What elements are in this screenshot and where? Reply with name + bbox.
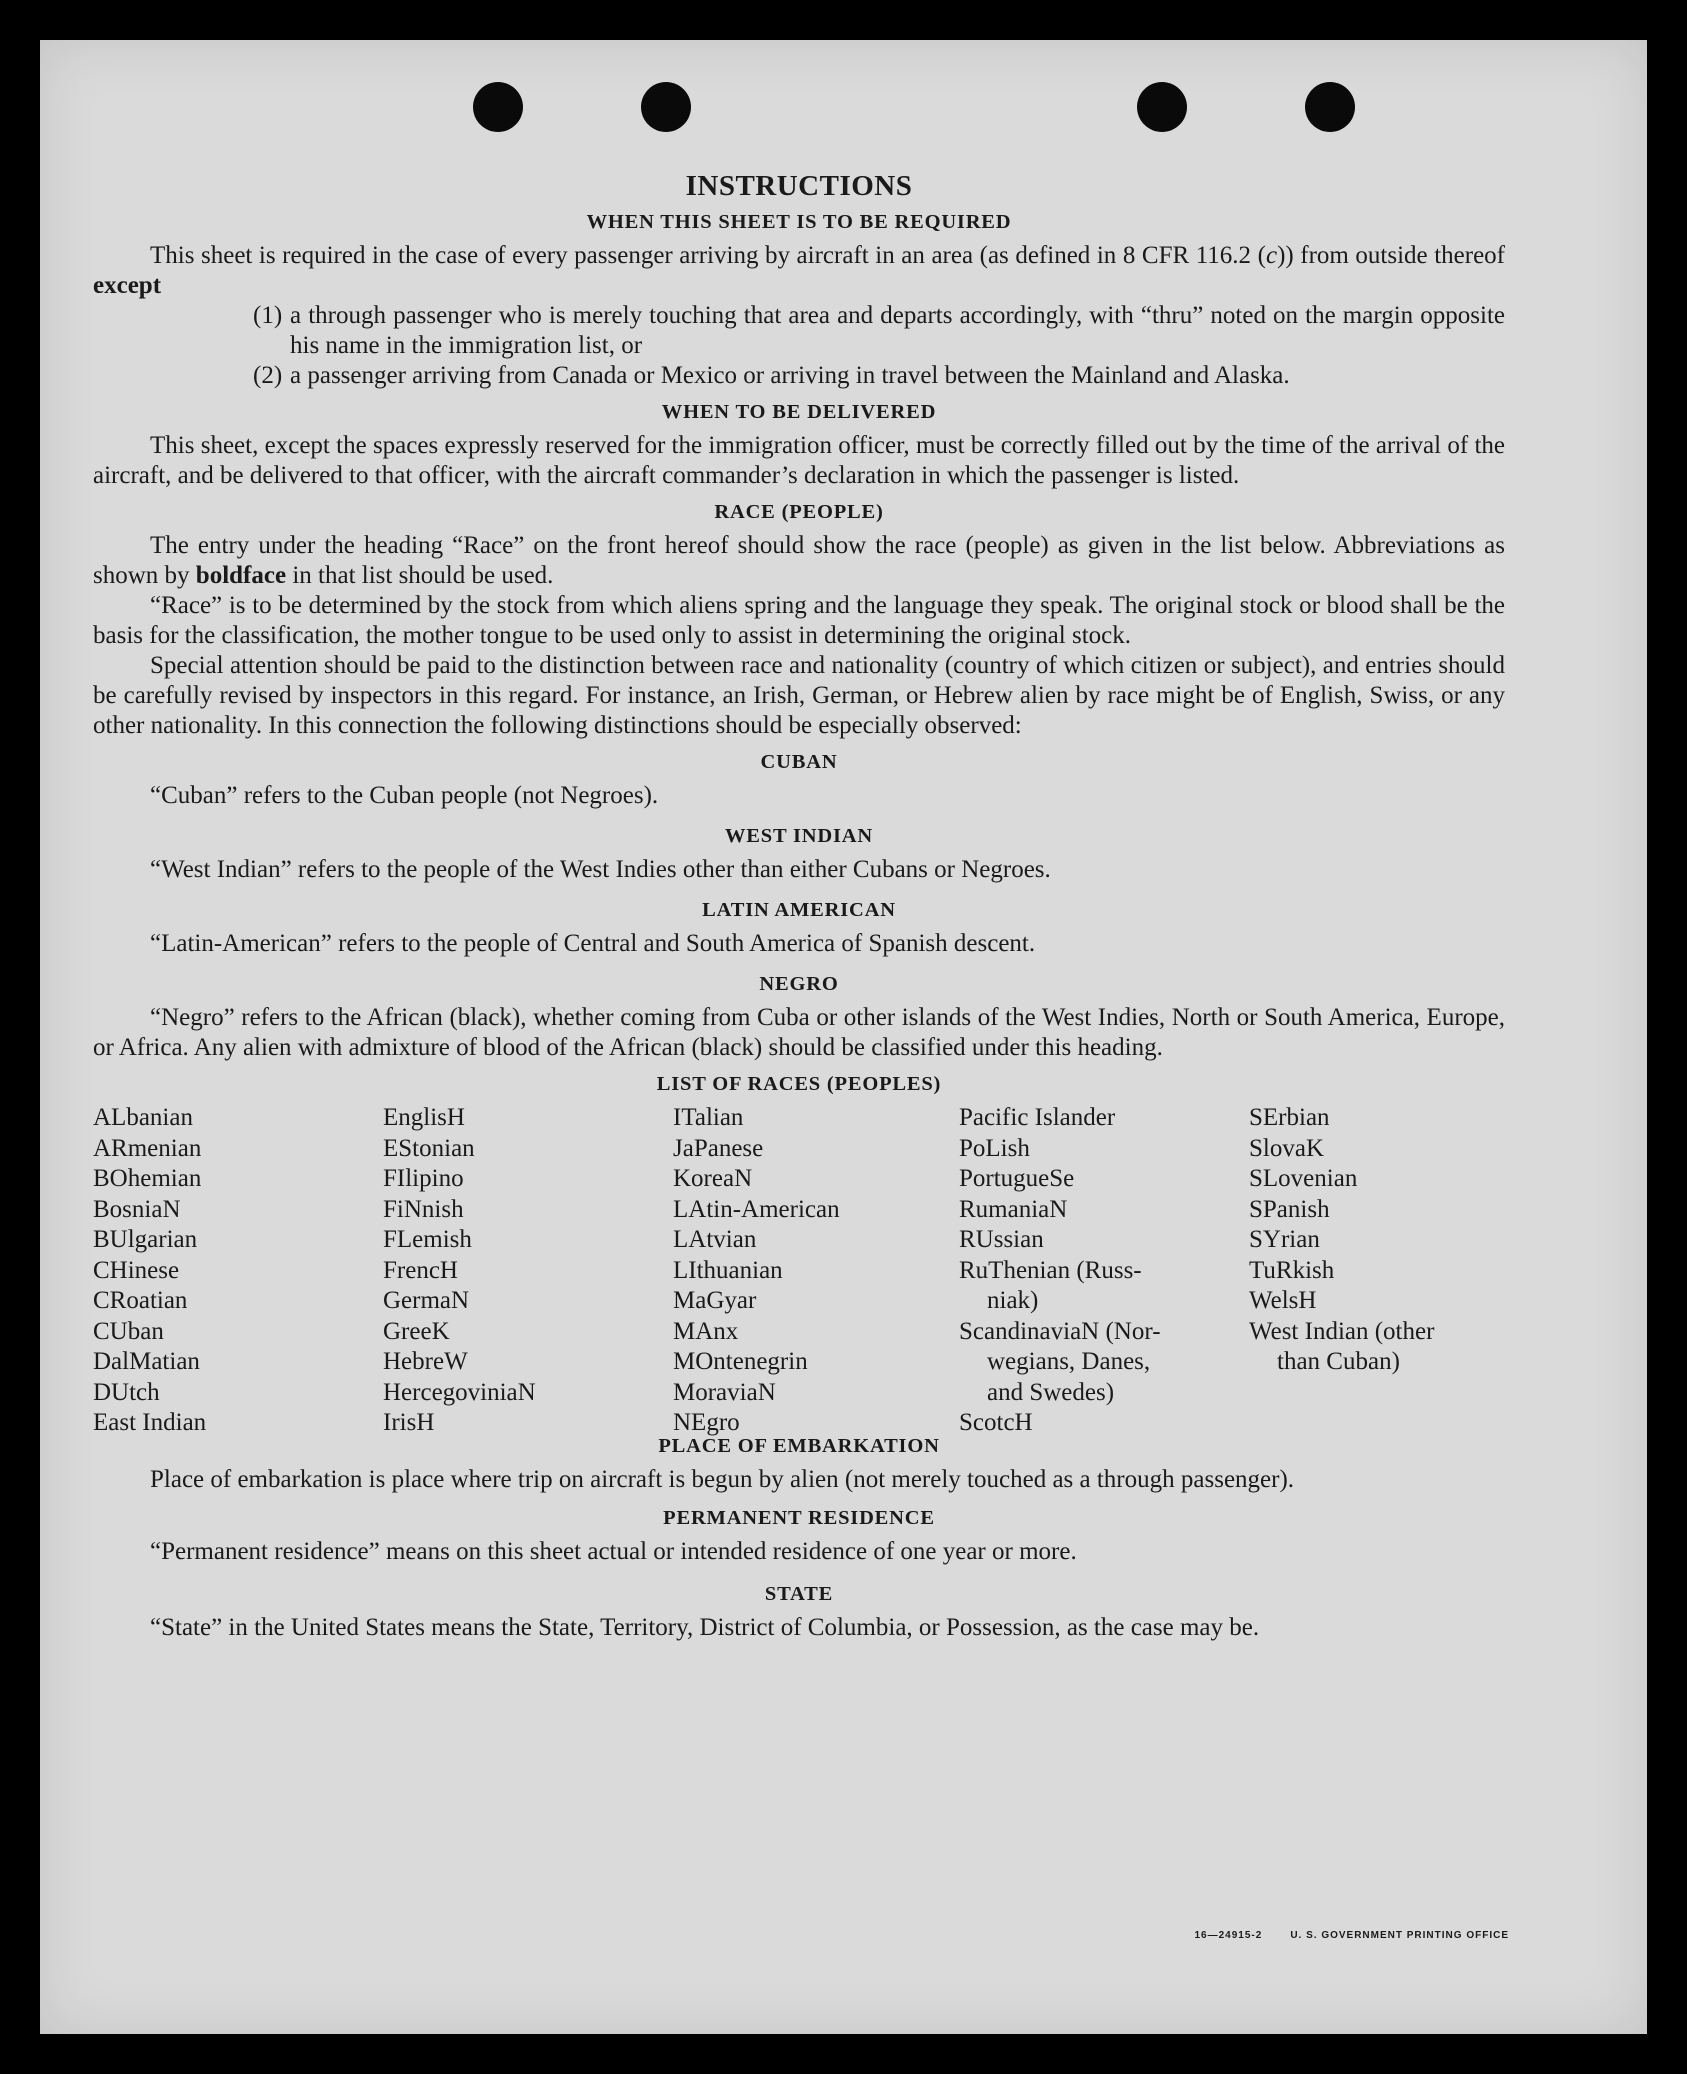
race-item: SErbian — [1249, 1104, 1330, 1131]
race-item: NEgro — [673, 1409, 740, 1436]
race-item: MaGyar — [673, 1287, 757, 1314]
race-item: LIthuanian — [673, 1256, 783, 1284]
punch-hole — [473, 82, 523, 132]
exception-item-2: (2) a passenger arriving from Canada or Mexico or arriving in travel between the Mainland and Alaska. — [253, 362, 1290, 389]
race-item: HebreW — [383, 1348, 468, 1375]
race-item: ARmenian — [93, 1134, 202, 1162]
races-column-5 — [1249, 1103, 1434, 1378]
race-item: CUban — [93, 1317, 164, 1345]
race-item: FrencH — [383, 1256, 458, 1284]
race-item: FIlipino — [383, 1165, 464, 1192]
race-item-continued: wegians, Danes, — [987, 1348, 1151, 1375]
race-item: BUlgarian — [93, 1226, 198, 1253]
section-heading-when-delivered: WHEN TO BE DELIVERED — [661, 401, 937, 423]
exception-item-1: (1) a through passenger who is merely touching that area and departs accordingly, with “thru” noted on the margin opposite his name in the immigration list, or — [253, 302, 1505, 359]
race-item: IrisH — [383, 1409, 435, 1436]
residence-text: “Permanent residence” means on this sheet actual or intended residence of one year or more. — [150, 1538, 1077, 1565]
race-paragraph-3: Special attention should be paid to the distinction between race and nationality (country of which citizen or subject), and entries should be carefully revised by inspectors in this regard. For instance, an Irish, German, or Hebrew alien by race might be of English, Swiss, or any other nationality. In this connection the following distinctions should be especially observed: — [93, 652, 1505, 739]
race-item: SlovaK — [1249, 1134, 1324, 1162]
race-item: LAtin-American — [673, 1195, 840, 1223]
race-item: East Indian — [93, 1409, 207, 1436]
race-item: CRoatian — [93, 1287, 188, 1314]
section-heading-embarkation: PLACE OF EMBARKATION — [658, 1435, 940, 1457]
punch-hole — [1305, 82, 1355, 132]
race-item: West Indian (other — [1249, 1317, 1435, 1345]
race-item: RuThenian (Russ- — [959, 1256, 1142, 1284]
latin-american-text: “Latin-American” refers to the people of Central and South America of Spanish descent. — [150, 930, 1036, 957]
race-item: DUtch — [93, 1378, 160, 1406]
page-title: INSTRUCTIONS — [685, 170, 913, 202]
race-item: EStonian — [383, 1134, 475, 1162]
race-item: Pacific Islander — [959, 1104, 1116, 1131]
races-column-3 — [673, 1103, 840, 1439]
race-item-continued: than Cuban) — [1277, 1348, 1400, 1375]
race-item: HercegoviniaN — [383, 1378, 536, 1406]
race-item: WelsH — [1249, 1287, 1317, 1314]
punch-hole — [1137, 82, 1187, 132]
race-item: LAtvian — [673, 1226, 757, 1253]
race-item: KoreaN — [673, 1165, 753, 1192]
race-item: GermaN — [383, 1287, 470, 1314]
punch-hole — [641, 82, 691, 132]
race-item: BOhemian — [93, 1165, 202, 1192]
race-item: MoraviaN — [673, 1378, 776, 1406]
section-heading-latin-american: LATIN AMERICAN — [702, 899, 896, 921]
race-item-continued: niak) — [987, 1287, 1039, 1314]
section-heading-state: STATE — [764, 1583, 834, 1605]
race-item: BosniaN — [93, 1195, 181, 1223]
instructions-body — [93, 128, 1505, 1643]
race-item: ScotcH — [959, 1409, 1033, 1436]
race-item: DalMatian — [93, 1348, 200, 1375]
when-required-text: This sheet is required in the case of every passenger arriving by aircraft in an area (as defined in 8 CFR 116.2 (c)) from outside thereof except — [93, 242, 1505, 299]
races-column-4 — [959, 1103, 1161, 1439]
section-heading-negro: NEGRO — [759, 973, 839, 995]
race-item: JaPanese — [673, 1134, 764, 1162]
race-item: ITalian — [673, 1104, 744, 1131]
race-item: PortugueSe — [959, 1165, 1075, 1192]
race-item: SYrian — [1249, 1226, 1320, 1253]
section-heading-cuban: CUBAN — [760, 751, 838, 773]
race-item: SLovenian — [1249, 1165, 1358, 1192]
race-item: ALbanian — [93, 1104, 193, 1131]
embarkation-text: Place of embarkation is place where trip on aircraft is begun by alien (not merely touched as a through passenger). — [150, 1466, 1295, 1493]
race-item: MAnx — [673, 1317, 739, 1345]
section-heading-race: RACE (PEOPLE) — [714, 501, 884, 523]
race-item: RumaniaN — [959, 1195, 1068, 1223]
section-heading-west-indian: WEST INDIAN — [725, 825, 873, 847]
race-item: SPanish — [1249, 1195, 1330, 1223]
printer-imprint — [1194, 1930, 1509, 1941]
race-paragraph-1: The entry under the heading “Race” on the front hereof should show the race (people) as given in the list below. Abbreviations as shown by boldface in that list should be used. — [93, 532, 1505, 589]
form-number: 16—24915-2 — [1194, 1930, 1263, 1941]
race-paragraph-2: “Race” is to be determined by the stock from which aliens spring and the language they speak. The original stock or blood shall be the basis for the classification, the mother tongue to be used only to assist in determining the original stock. — [93, 592, 1505, 649]
race-item-continued: and Swedes) — [987, 1378, 1115, 1406]
state-text: “State” in the United States means the State, Territory, District of Columbia, or Possession, as the case may be. — [150, 1614, 1260, 1641]
race-item: TuRkish — [1249, 1256, 1335, 1284]
races-column-2 — [383, 1103, 536, 1439]
list-of-races — [93, 1103, 1505, 1436]
section-heading-when-required: WHEN THIS SHEET IS TO BE REQUIRED — [586, 211, 1012, 233]
race-item: MOntenegrin — [673, 1348, 808, 1375]
west-indian-text: “West Indian” refers to the people of the West Indies other than either Cubans or Negroes. — [150, 856, 1051, 883]
race-item: PoLish — [959, 1134, 1030, 1162]
cuban-text: “Cuban” refers to the Cuban people (not Negroes). — [150, 782, 659, 809]
races-column-1 — [93, 1103, 206, 1439]
race-item: ScandinaviaN (Nor- — [959, 1317, 1161, 1345]
when-delivered-text: This sheet, except the spaces expressly reserved for the immigration officer, must be correctly filled out by the time of the arrival of the aircraft, and be delivered to that officer, with the aircraft commander’s declaration in which the passenger is listed. — [93, 432, 1505, 489]
race-item: CHinese — [93, 1256, 180, 1284]
race-item: EnglisH — [383, 1104, 465, 1131]
race-item: GreeK — [383, 1317, 450, 1345]
race-item: RUssian — [959, 1226, 1044, 1253]
negro-text: “Negro” refers to the African (black), whether coming from Cuba or other islands of the West Indies, North or South America, Europe, or Africa. Any alien with admixture of blood of the African (black) should be classified under this heading. — [93, 1004, 1505, 1061]
race-item: FLemish — [383, 1226, 472, 1253]
section-heading-list-of-races: LIST OF RACES (PEOPLES) — [656, 1073, 942, 1095]
section-heading-residence: PERMANENT RESIDENCE — [663, 1507, 935, 1529]
race-item: FiNnish — [383, 1195, 464, 1223]
printer-name: U. S. GOVERNMENT PRINTING OFFICE — [1290, 1930, 1509, 1941]
